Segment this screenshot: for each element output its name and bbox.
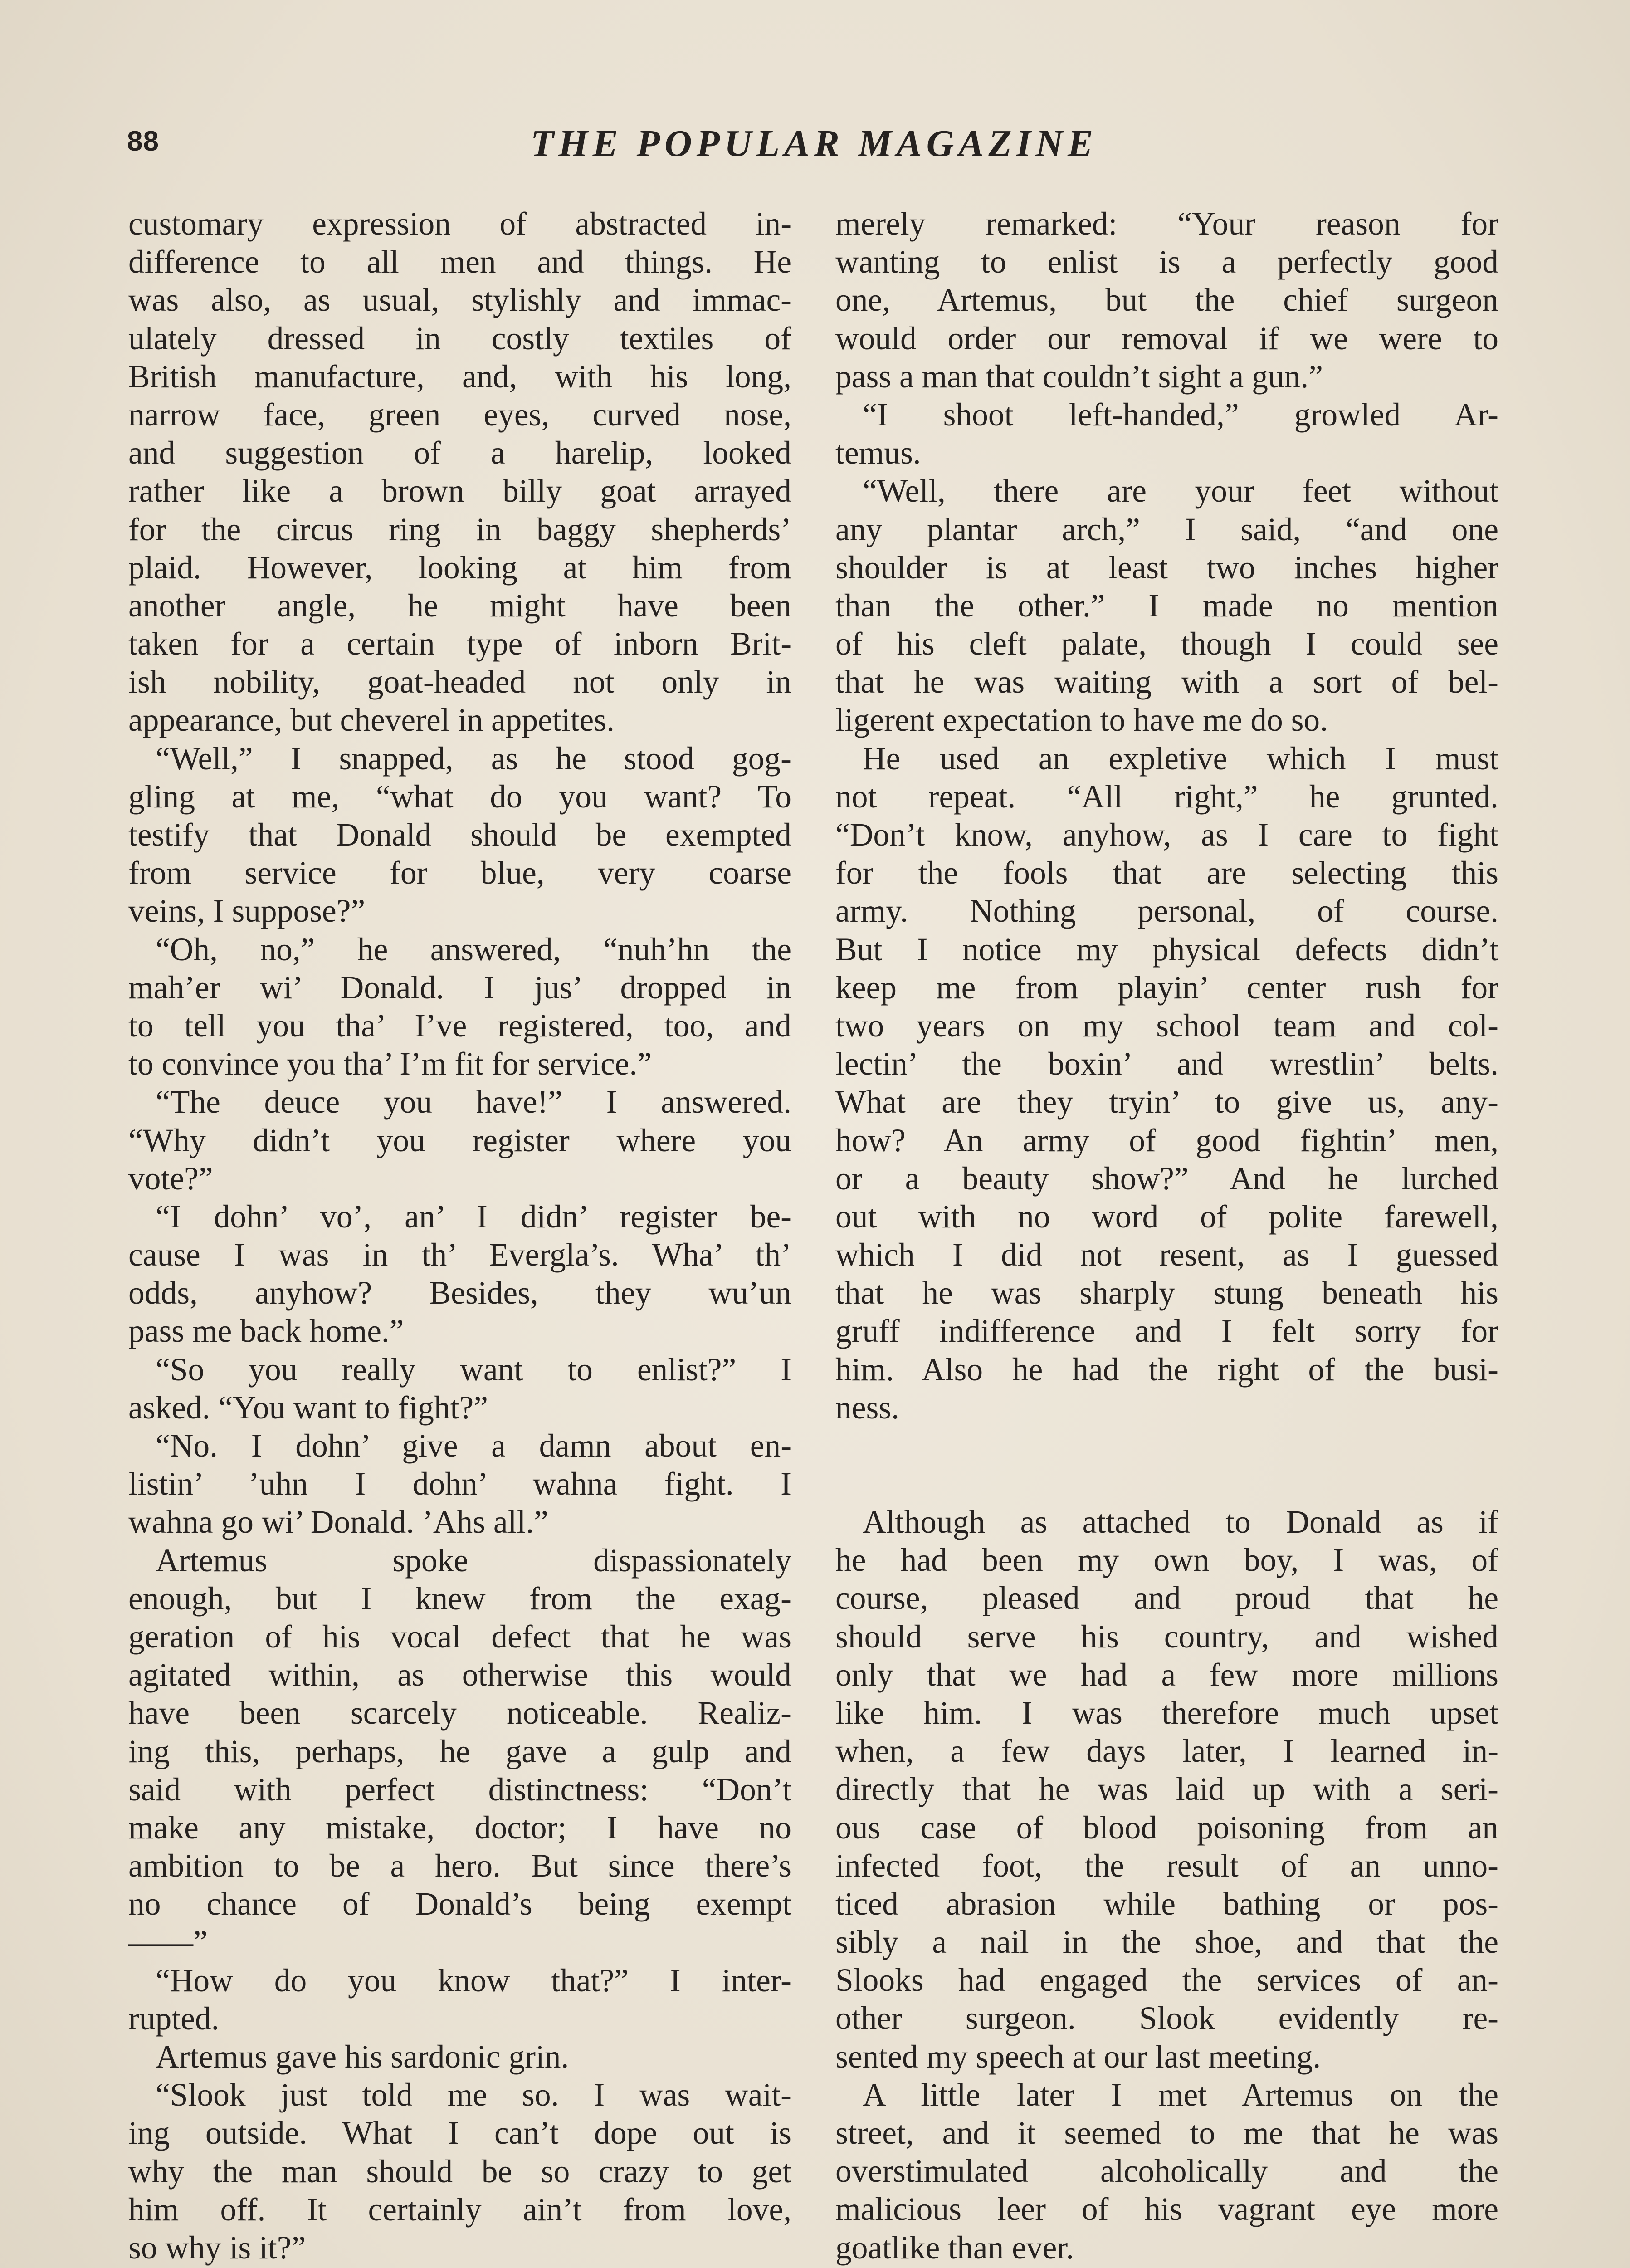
text-line: temus. xyxy=(835,435,921,471)
text-line: “Well,” I snapped, as he stood gog- xyxy=(156,740,791,777)
text-line: ing this, perhaps, he gave a gulp and xyxy=(128,1733,791,1769)
text-line: “Don’t know, anyhow, as I care to fight xyxy=(835,817,1498,853)
text-line: “I dohn’ vo’, an’ I didn’ register be- xyxy=(156,1198,791,1235)
text-line: any plantar arch,” I said, “and one xyxy=(835,511,1498,547)
text-line: mah’er wi’ Donald. I jus’ dropped in xyxy=(128,969,791,1006)
text-line: army. Nothing personal, of course. xyxy=(835,893,1498,929)
text-line: ous case of blood poisoning from an xyxy=(835,1809,1498,1846)
text-line: like him. I was therefore much upset xyxy=(835,1695,1498,1731)
text-line: appearance, but cheverel in appetites. xyxy=(128,702,615,738)
text-line: ——” xyxy=(128,1924,208,1960)
text-line: vote?” xyxy=(128,1160,213,1197)
text-line: merely remarked: “Your reason for xyxy=(835,206,1498,242)
text-line: said with perfect distinctness: “Don’t xyxy=(128,1771,791,1808)
text-line: Artemus spoke dispassionately xyxy=(156,1542,791,1579)
text-line: But I notice my physical defects didn’t xyxy=(835,931,1498,968)
text-line: him. Also he had the right of the busi- xyxy=(835,1351,1498,1388)
text-line: directly that he was laid up with a seri- xyxy=(835,1771,1498,1808)
text-line: overstimulated alcoholically and the xyxy=(835,2153,1498,2190)
text-line: asked. “You want to fight?” xyxy=(128,1389,488,1426)
text-line: agitated within, as otherwise this would xyxy=(128,1657,791,1693)
text-line: or a beauty show?” And he lurched xyxy=(835,1160,1498,1197)
text-line: which I did not resent, as I guessed xyxy=(835,1237,1498,1273)
text-line: “No. I dohn’ give a damn about en- xyxy=(156,1428,791,1464)
text-line: why the man should be so crazy to get xyxy=(128,2153,791,2190)
section-break xyxy=(835,1427,1498,1503)
text-line: ness. xyxy=(835,1389,900,1426)
text-line: “I shoot left-handed,” growled Ar- xyxy=(863,396,1498,433)
text-line: difference to all men and things. He xyxy=(128,244,791,280)
text-line: British manufacture, and, with his long, xyxy=(128,358,791,395)
text-line: A little later I met Artemus on the xyxy=(863,2077,1498,2113)
text-line: malicious leer of his vagrant eye more xyxy=(835,2191,1498,2228)
text-line: listin’ ’uhn I dohn’ wahna fight. I xyxy=(128,1466,791,1502)
page-number: 88 xyxy=(127,126,159,157)
text-line: “The deuce you have!” I answered. xyxy=(156,1084,791,1120)
text-line: street, and it seemed to me that he was xyxy=(835,2115,1498,2151)
text-line: shoulder is at least two inches higher xyxy=(835,549,1498,586)
text-line: another angle, he might have been xyxy=(128,587,791,624)
text-line: Although as attached to Donald as if xyxy=(863,1504,1498,1540)
text-line: ticed abrasion while bathing or pos- xyxy=(835,1886,1498,1922)
text-line: out with no word of polite farewell, xyxy=(835,1198,1498,1235)
text-column-right xyxy=(835,205,1498,2268)
text-column-left xyxy=(128,205,791,2268)
text-line: sented my speech at our last meeting. xyxy=(835,2038,1321,2075)
text-line: how? An army of good fightin’ men, xyxy=(835,1122,1498,1158)
text-line: pass me back home.” xyxy=(128,1313,404,1349)
text-line: he had been my own boy, I was, of xyxy=(835,1542,1498,1579)
text-line: from service for blue, very coarse xyxy=(128,855,791,891)
text-line: goatlike than ever. xyxy=(835,2229,1074,2266)
text-line: rather like a brown billy goat arrayed xyxy=(128,473,791,509)
text-line: plaid. However, looking at him from xyxy=(128,549,791,586)
text-line: than the other.” I made no mention xyxy=(835,587,1498,624)
text-line: other surgeon. Slook evidently re- xyxy=(835,2000,1498,2037)
text-line: What are they tryin’ to give us, any- xyxy=(835,1084,1498,1120)
text-line: taken for a certain type of inborn Brit- xyxy=(128,626,791,662)
text-line: ligerent expectation to have me do so. xyxy=(835,702,1328,738)
text-line: for the fools that are selecting this xyxy=(835,855,1498,891)
text-line: He used an expletive which I must xyxy=(863,740,1498,777)
text-line: to tell you tha’ I’ve registered, too, and xyxy=(128,1007,791,1044)
text-line: wanting to enlist is a perfectly good xyxy=(835,244,1498,280)
text-line: make any mistake, doctor; I have no xyxy=(128,1809,791,1846)
text-line: ulately dressed in costly textiles of xyxy=(128,320,791,357)
text-line: infected foot, the result of an unno- xyxy=(835,1848,1498,1884)
text-line: of his cleft palate, though I could see xyxy=(835,626,1498,662)
text-line: odds, anyhow? Besides, they wu’un xyxy=(128,1275,791,1311)
text-line: only that we had a few more millions xyxy=(835,1657,1498,1693)
text-line: testify that Donald should be exempted xyxy=(128,817,791,853)
text-line: veins, I suppose?” xyxy=(128,893,366,929)
text-line: one, Artemus, but the chief surgeon xyxy=(835,282,1498,318)
text-line: lectin’ the boxin’ and wrestlin’ belts. xyxy=(835,1046,1498,1082)
text-line: that he was sharply stung beneath his xyxy=(835,1275,1498,1311)
text-line: and suggestion of a harelip, looked xyxy=(128,435,791,471)
text-line: for the circus ring in baggy shepherds’ xyxy=(128,511,791,547)
text-line: customary expression of abstracted in- xyxy=(128,206,791,242)
text-line: “Slook just told me so. I was wait- xyxy=(156,2077,791,2113)
text-line: “Why didn’t you register where you xyxy=(128,1122,791,1158)
text-line: have been scarcely noticeable. Realiz- xyxy=(128,1695,791,1731)
text-line: so why is it?” xyxy=(128,2229,306,2266)
text-line: enough, but I knew from the exag- xyxy=(128,1580,791,1617)
text-line: two years on my school team and col- xyxy=(835,1007,1498,1044)
text-line: Slooks had engaged the services of an- xyxy=(835,1962,1498,1999)
text-line: “Oh, no,” he answered, “nuh’hn the xyxy=(156,931,791,968)
text-line: keep me from playin’ center rush for xyxy=(835,969,1498,1006)
text-line: “How do you know that?” I inter- xyxy=(156,1962,791,1999)
text-line: “So you really want to enlist?” I xyxy=(156,1351,791,1388)
text-line: Artemus gave his sardonic grin. xyxy=(156,2039,569,2075)
text-line: was also, as usual, stylishly and immac- xyxy=(128,282,791,318)
text-line: should serve his country, and wished xyxy=(835,1618,1498,1655)
running-title: THE POPULAR MAGAZINE xyxy=(530,122,1098,165)
text-line: would order our removal if we were to xyxy=(835,320,1498,357)
text-line: ambition to be a hero. But since there’s xyxy=(128,1848,791,1884)
text-line: narrow face, green eyes, curved nose, xyxy=(128,396,791,433)
page-header xyxy=(127,122,1501,171)
text-line: “Well, there are your feet without xyxy=(863,473,1498,509)
text-line: geration of his vocal defect that he was xyxy=(128,1618,791,1655)
text-line: to convince you tha’ I’m fit for service.” xyxy=(128,1046,652,1082)
text-line: pass a man that couldn’t sight a gun.” xyxy=(835,358,1323,395)
text-line: course, pleased and proud that he xyxy=(835,1580,1498,1617)
text-line: cause I was in th’ Evergla’s. Wha’ th’ xyxy=(128,1237,791,1273)
text-line: no chance of Donald’s being exempt xyxy=(128,1886,791,1922)
text-line: gruff indifference and I felt sorry for xyxy=(835,1313,1498,1349)
text-line: that he was waiting with a sort of bel- xyxy=(835,664,1498,700)
text-line: not repeat. “All right,” he grunted. xyxy=(835,778,1498,815)
text-line: gling at me, “what do you want? To xyxy=(128,778,791,815)
text-line: when, a few days later, I learned in- xyxy=(835,1733,1498,1769)
text-line: sibly a nail in the shoe, and that the xyxy=(835,1924,1498,1960)
text-line: wahna go wi’ Donald. ’Ahs all.” xyxy=(128,1504,548,1540)
text-line: rupted. xyxy=(128,2000,220,2037)
text-line: him off. It certainly ain’t from love, xyxy=(128,2191,791,2228)
text-line: ing outside. What I can’t dope out is xyxy=(128,2115,791,2151)
text-line: ish nobility, goat-headed not only in xyxy=(128,664,791,700)
